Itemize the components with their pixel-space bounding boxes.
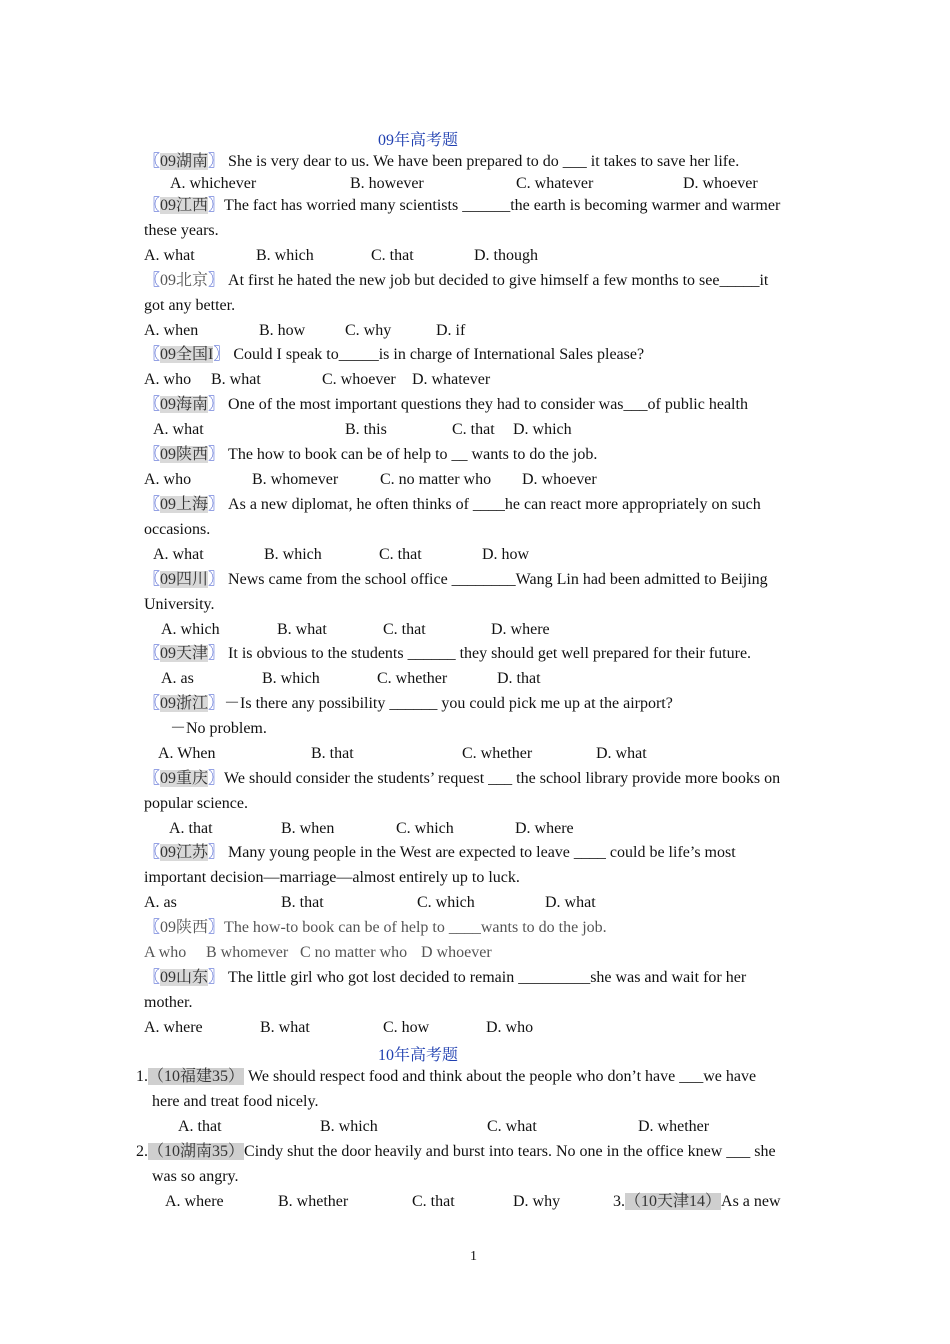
question-text: News came from the school office ________Wang Lin had been admitted to Beijing	[228, 571, 768, 588]
question-text-cont: here and treat food nicely.	[152, 1093, 319, 1110]
options-row	[0, 246, 950, 268]
option-a: A. When	[158, 745, 216, 762]
question-source: 09全国I	[160, 346, 214, 363]
question-text: She is very dear to us. We have been prepared to do ___ it takes to save her life.	[228, 153, 740, 170]
option-d: D. whether	[638, 1118, 710, 1135]
option-c: C. whether	[462, 745, 533, 762]
question-14: 〖09山东〗 The little girl who got lost decided to remain _________she was and wait for her	[144, 969, 747, 986]
option-a: A. as	[161, 670, 194, 687]
question-source: 09浙江	[160, 695, 209, 712]
question-text: The how to book can be of help to __ wants to do the job.	[228, 446, 598, 463]
option-d: D. though	[474, 247, 538, 264]
question-11: 〖09重庆〗We should consider the students’ request ___ the school library provide more books on	[144, 770, 781, 787]
question-number: 2.	[136, 1143, 148, 1160]
question-text-cont: these years.	[144, 222, 219, 239]
option-a: A who	[144, 944, 187, 961]
page-number: 1	[470, 1249, 477, 1264]
question-source: 09四川	[160, 571, 209, 588]
question-text: Cindy shut the door heavily and burst into tears. No one in the office knew ___ she	[244, 1143, 776, 1160]
question-9: 〖09天津〗 It is obvious to the students ______ they should get well prepared for their future.	[144, 645, 752, 662]
option-b: B. which	[320, 1118, 378, 1135]
options-row	[0, 470, 950, 492]
options-row	[0, 819, 950, 841]
option-b: B. what	[277, 621, 327, 638]
question-text: It is obvious to the students ______ they should get well prepared for their future.	[228, 645, 752, 662]
question-7: 〖09上海〗 As a new diplomat, he often thinks of ____he can react more appropriately on such	[144, 496, 761, 513]
question-8: 〖09四川〗 News came from the school office ________Wang Lin had been admitted to Beijing	[144, 571, 768, 588]
option-c: C no matter who	[300, 944, 408, 961]
option-b: B. which	[264, 546, 322, 563]
option-a: A. what	[153, 421, 204, 438]
option-d: D. why	[513, 1193, 561, 1210]
options-row	[0, 669, 950, 691]
options-row	[0, 744, 950, 766]
options-row	[0, 1117, 950, 1139]
option-a: A. who	[144, 471, 192, 488]
question-10-1	[136, 1067, 756, 1089]
question-text-cont: popular science.	[144, 795, 248, 812]
question-text-cont: was so angry.	[152, 1168, 239, 1185]
option-c: C. how	[383, 1019, 430, 1036]
question-text: At first he hated the new job but decided to give himself a few months to see_____it	[228, 272, 769, 289]
option-d: D. whatever	[412, 371, 491, 388]
question-4: 〖09全国I〗 Could I speak to_____is in charge of International Sales please?	[144, 346, 645, 363]
option-a: A. when	[144, 322, 199, 339]
question-text-cont: －No problem.	[170, 720, 267, 737]
question-text-cont: occasions.	[144, 521, 211, 538]
section-heading-09: 09年高考题	[378, 132, 459, 149]
option-c: C. that	[383, 621, 426, 638]
question-source: 09江苏	[160, 844, 209, 861]
options-row	[0, 893, 950, 915]
option-a: A. what	[153, 546, 204, 563]
option-c: C. which	[396, 820, 454, 837]
option-c: C. why	[345, 322, 392, 339]
option-b: B. what	[211, 371, 261, 388]
option-b: B. which	[262, 670, 320, 687]
question-5: 〖09海南〗 One of the most important questions they had to consider was___of public health	[144, 396, 748, 413]
question-text-cont: University.	[144, 596, 215, 613]
options-row	[0, 1192, 950, 1214]
option-b: B. that	[311, 745, 354, 762]
options-row	[0, 545, 950, 567]
option-c: C. which	[417, 894, 475, 911]
question-source: （10天津14）	[625, 1193, 722, 1210]
option-d: D. what	[545, 894, 596, 911]
question-source: 09上海	[160, 496, 209, 513]
question-text: The how-to book can be of help to ____wants to do the job.	[224, 919, 607, 936]
option-a: A. as	[144, 894, 177, 911]
option-d: D. where	[515, 820, 574, 837]
option-b: B. what	[260, 1019, 310, 1036]
question-1: 〖09湖南〗 She is very dear to us. We have been prepared to do ___ it takes to save her life.	[144, 153, 740, 170]
question-text: As a new	[721, 1193, 781, 1210]
section-heading-10: 10年高考题	[378, 1047, 459, 1064]
option-c: C. that	[452, 421, 495, 438]
option-c: C. whether	[377, 670, 448, 687]
question-number: 3.	[613, 1193, 625, 1210]
question-source: 09江西	[160, 197, 209, 214]
option-c: C. whatever	[516, 175, 594, 192]
question-source: 09湖南	[160, 153, 209, 170]
question-text: As a new diplomat, he often thinks of ____he can react more appropriately on such	[228, 496, 761, 513]
option-d: D. how	[482, 546, 530, 563]
option-d: D. where	[491, 621, 550, 638]
question-10-3	[613, 1192, 781, 1212]
question-10-2	[136, 1142, 776, 1164]
option-b: B. how	[259, 322, 306, 339]
option-b: B. which	[256, 247, 314, 264]
question-source: （10湖南35）	[148, 1143, 245, 1160]
question-text: One of the most important questions they had to consider was___of public health	[228, 396, 748, 413]
option-d: D. what	[596, 745, 647, 762]
question-text: Many young people in the West are expected to leave ____ could be life’s most	[228, 844, 736, 861]
option-a: A. where	[144, 1019, 203, 1036]
question-10: 〖09浙江〗－Is there any possibility ______ you could pick me up at the airport?	[144, 695, 673, 712]
options-row	[0, 321, 950, 343]
option-d: D. who	[486, 1019, 534, 1036]
option-c: C. whoever	[322, 371, 396, 388]
option-d: D. that	[497, 670, 541, 687]
question-text: －Is there any possibility ______ you could pick me up at the airport?	[224, 695, 673, 712]
question-source: 09北京	[160, 272, 209, 289]
option-c: C. no matter who	[380, 471, 492, 488]
question-3: 〖09北京〗 At first he hated the new job but decided to give himself a few months to see_____it	[144, 272, 769, 289]
question-text: We should consider the students’ request ___ the school library provide more books on	[224, 770, 781, 787]
option-a: A. where	[165, 1193, 224, 1210]
options-row	[0, 420, 950, 442]
option-d: D whoever	[421, 944, 492, 961]
question-text: The fact has worried many scientists ______the earth is becoming warmer and warmer	[224, 197, 781, 214]
question-text-cont: mother.	[144, 994, 193, 1011]
question-source: 09陕西	[160, 919, 209, 936]
question-number: 1.	[136, 1068, 148, 1085]
question-source: （10福建35）	[148, 1068, 245, 1085]
option-d: D. whoever	[522, 471, 597, 488]
option-a: A. whichever	[170, 175, 257, 192]
option-b: B. whomever	[252, 471, 339, 488]
option-d: D. which	[513, 421, 572, 438]
question-12: 〖09江苏〗 Many young people in the West are expected to leave ____ could be life’s most	[144, 844, 736, 861]
options-row	[0, 620, 950, 642]
question-text-cont: got any better.	[144, 297, 236, 314]
option-c: C. that	[379, 546, 422, 563]
question-source: 09陕西	[160, 446, 209, 463]
options-row	[0, 943, 950, 965]
option-c: C. what	[487, 1118, 537, 1135]
option-b: B. that	[281, 894, 324, 911]
option-a: A. which	[161, 621, 220, 638]
option-d: D. if	[436, 322, 466, 339]
option-a: A. that	[178, 1118, 222, 1135]
option-a: A. who	[144, 371, 192, 388]
option-c: C. that	[371, 247, 414, 264]
question-source: 09重庆	[160, 770, 209, 787]
option-c: C. that	[412, 1193, 455, 1210]
question-source: 09山东	[160, 969, 209, 986]
question-6: 〖09陕西〗 The how to book can be of help to __ wants to do the job.	[144, 446, 598, 463]
option-b: B. whether	[278, 1193, 349, 1210]
option-b: B. however	[350, 175, 424, 192]
question-text: Could I speak to_____is in charge of International Sales please?	[233, 346, 645, 363]
option-b: B whomever	[206, 944, 289, 961]
question-source: 09海南	[160, 396, 209, 413]
question-source: 09天津	[160, 645, 209, 662]
question-text: We should respect food and think about the people who don’t have ___we have	[248, 1068, 757, 1085]
options-row	[0, 370, 950, 392]
question-text: The little girl who got lost decided to remain _________she was and wait for her	[228, 969, 747, 986]
question-2: 〖09江西〗The fact has worried many scientists ______the earth is becoming warmer and warmer	[144, 197, 781, 214]
question-text-cont: important decision—marriage—almost entirely up to luck.	[144, 869, 520, 886]
options-row	[0, 174, 950, 196]
option-a: A. that	[169, 820, 213, 837]
option-d: D. whoever	[683, 175, 758, 192]
option-b: B. when	[281, 820, 335, 837]
options-row	[0, 1018, 950, 1040]
option-b: B. this	[345, 421, 387, 438]
option-a: A. what	[144, 247, 195, 264]
question-13: 〖09陕西〗The how-to book can be of help to ____wants to do the job.	[144, 919, 607, 936]
